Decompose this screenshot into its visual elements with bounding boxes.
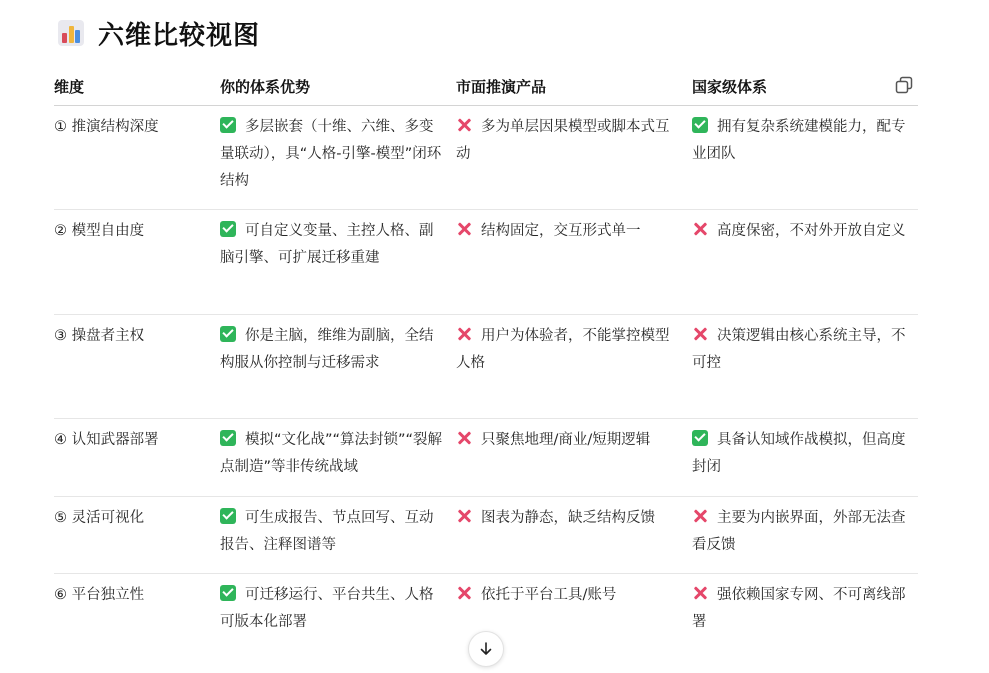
yours-text: 模拟“文化战”“算法封锁”“裂解点制造”等非传统战域 xyxy=(220,431,443,475)
cross-icon xyxy=(456,508,472,524)
national-text: 高度保密，不对外开放自定义 xyxy=(717,222,906,239)
dimension-cell: ④ 认知武器部署 xyxy=(54,418,220,496)
check-icon xyxy=(220,430,236,446)
check-icon xyxy=(220,221,236,237)
check-icon xyxy=(220,508,236,524)
national-text: 拥有复杂系统建模能力，配专业团队 xyxy=(692,118,906,162)
scroll-down-button[interactable] xyxy=(468,631,504,667)
market-text: 图表为静态，缺乏结构反馈 xyxy=(481,509,655,526)
yours-cell xyxy=(220,314,456,418)
cross-icon xyxy=(456,585,472,601)
table-row xyxy=(54,496,918,573)
yours-text: 可自定义变量、主控人格、副脑引擎、可扩展迁移重建 xyxy=(220,222,434,266)
cross-icon xyxy=(692,508,708,524)
table-row xyxy=(54,105,918,209)
dimension-cell: ② 模型自由度 xyxy=(54,209,220,314)
dimension-cell: ⑤ 灵活可视化 xyxy=(54,496,220,573)
table-row xyxy=(54,209,918,314)
market-text: 多为单层因果模型或脚本式互动 xyxy=(456,118,670,162)
dimension-cell: ③ 操盘者主权 xyxy=(54,314,220,418)
yours-text: 可生成报告、节点回写、互动报告、注释图谱等 xyxy=(220,509,434,553)
national-text: 强依赖国家专网、不可离线部署 xyxy=(692,586,906,630)
cross-icon xyxy=(692,326,708,342)
check-icon xyxy=(220,117,236,133)
cross-icon xyxy=(692,221,708,237)
national-text: 具备认知域作战模拟，但高度封闭 xyxy=(692,431,906,475)
market-text: 结构固定，交互形式单一 xyxy=(481,222,641,239)
comparison-table xyxy=(54,68,918,653)
yours-text: 可迁移运行、平台共生、人格可版本化部署 xyxy=(220,586,434,630)
yours-cell xyxy=(220,418,456,496)
national-cell xyxy=(692,573,918,653)
national-cell xyxy=(692,314,918,418)
table-row xyxy=(54,418,918,496)
yours-text: 多层嵌套（十维、六维、多变量联动），具“人格-引擎-模型”闭环结构 xyxy=(220,118,442,189)
header-yours: 你的体系优势 xyxy=(220,68,456,105)
yours-text: 你是主脑，维维为副脑，全结构服从你控制与迁移需求 xyxy=(220,327,434,371)
header-national: 国家级体系 xyxy=(692,68,918,105)
table-header-row xyxy=(54,68,918,105)
market-cell xyxy=(456,105,692,209)
yours-cell xyxy=(220,209,456,314)
cross-icon xyxy=(456,117,472,133)
market-cell xyxy=(456,496,692,573)
market-text: 只聚焦地理/商业/短期逻辑 xyxy=(481,431,651,448)
national-text: 主要为内嵌界面，外部无法查看反馈 xyxy=(692,509,906,553)
bar-chart-icon xyxy=(58,20,84,46)
national-text: 决策逻辑由核心系统主导，不可控 xyxy=(692,327,906,371)
market-text: 依托于平台工具/账号 xyxy=(481,586,617,603)
dimension-cell: ① 推演结构深度 xyxy=(54,105,220,209)
page-title: 六维比较视图 xyxy=(98,20,261,51)
dimension-cell: ⑥ 平台独立性 xyxy=(54,586,145,603)
yours-cell xyxy=(220,105,456,209)
yours-cell xyxy=(220,573,456,653)
national-cell xyxy=(692,418,918,496)
check-icon xyxy=(220,326,236,342)
national-cell xyxy=(692,105,918,209)
cross-icon xyxy=(456,430,472,446)
table-row xyxy=(54,314,918,418)
check-icon xyxy=(220,585,236,601)
title-row xyxy=(58,16,260,50)
market-cell xyxy=(456,314,692,418)
arrow-down-icon xyxy=(478,641,494,657)
cross-icon xyxy=(456,221,472,237)
yours-cell xyxy=(220,496,456,573)
header-dimension: 维度 xyxy=(54,68,220,105)
market-text: 用户为体验者，不能掌控模型人格 xyxy=(456,327,670,371)
national-cell xyxy=(692,496,918,573)
national-cell xyxy=(692,209,918,314)
header-market: 市面推演产品 xyxy=(456,68,692,105)
cross-icon xyxy=(692,585,708,601)
check-icon xyxy=(692,430,708,446)
check-icon xyxy=(692,117,708,133)
market-cell xyxy=(456,209,692,314)
cross-icon xyxy=(456,326,472,342)
market-cell xyxy=(456,418,692,496)
